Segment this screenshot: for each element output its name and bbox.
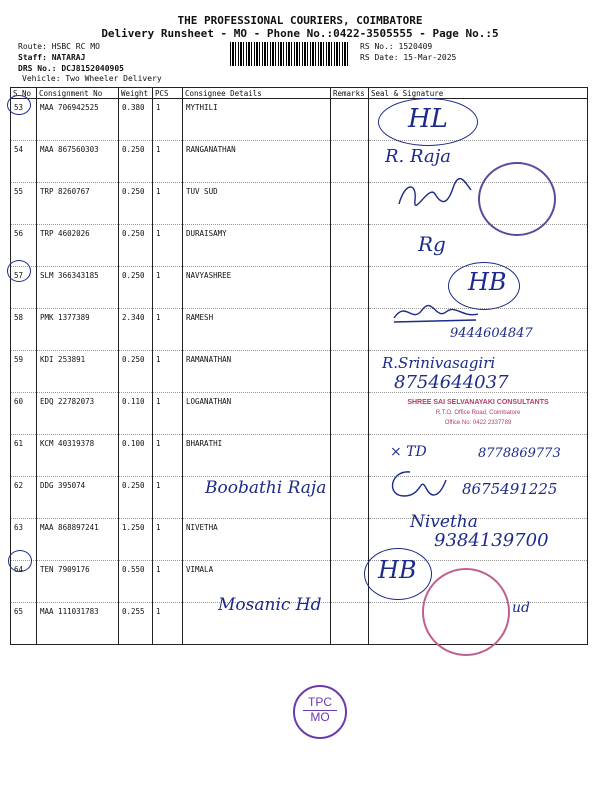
row-consignee: BHARATHI [183, 435, 331, 477]
phone-59: 8754644037 [394, 372, 509, 393]
row-remarks [331, 183, 369, 225]
tpc-stamp [293, 685, 347, 739]
row-sno: 53 [11, 99, 37, 141]
row-sno: 54 [11, 141, 37, 183]
row-remarks [331, 141, 369, 183]
row-consignee: MYTHILI [183, 99, 331, 141]
row-consignment-no: TRP 8260767 [37, 183, 119, 225]
row-pcs: 1 [153, 141, 183, 183]
stamp-line-2: R.T.O. Office Road, Coimbatore [435, 410, 521, 416]
row-weight: 1.250 [119, 519, 153, 561]
row-pcs: 1 [153, 225, 183, 267]
row-remarks [331, 267, 369, 309]
row-remarks [331, 519, 369, 561]
row-remarks [331, 477, 369, 519]
row-consignee: NIVETHA [183, 519, 331, 561]
row-sno: 63 [11, 519, 37, 561]
row-weight: 0.250 [119, 267, 153, 309]
row-weight: 0.255 [119, 603, 153, 645]
row-consignment-no: TEN 7909176 [37, 561, 119, 603]
row-consignment-no: DDG 395074 [37, 477, 119, 519]
row-remarks [331, 309, 369, 351]
signature-hb-64: HB [378, 556, 417, 584]
row-weight: 2.340 [119, 309, 153, 351]
row-consignee: NAVYASHREE [183, 267, 331, 309]
col-sno: S No [11, 88, 37, 99]
row-consignment-no: KCM 40319378 [37, 435, 119, 477]
row-sno: 65 [11, 603, 37, 645]
row-weight: 0.250 [119, 477, 153, 519]
row-consignee: TUV SUD [183, 183, 331, 225]
rs-date: RS Date: 15-Mar-2025 [360, 53, 457, 62]
name-63: Nivetha [410, 512, 478, 532]
runsheet-subtitle: Delivery Runsheet - MO - Phone No.:0422-3505555 - Page No.:5 [101, 27, 499, 40]
row-consignee: DURAISAMY [183, 225, 331, 267]
row-sno: 56 [11, 225, 37, 267]
col-remarks: Remarks [331, 88, 369, 99]
row-remarks [331, 435, 369, 477]
row-weight: 0.250 [119, 183, 153, 225]
row-sno: 62 [11, 477, 37, 519]
row-sno: 61 [11, 435, 37, 477]
consultants-stamp [388, 398, 568, 428]
consignee-62: Boobathi Raja [205, 478, 327, 498]
row-remarks [331, 393, 369, 435]
signature-scribble-62 [380, 466, 450, 502]
pen-circle-57 [7, 260, 31, 282]
row-weight: 0.100 [119, 435, 153, 477]
row-pcs: 1 [153, 519, 183, 561]
route: Route: HSBC RC MO [18, 42, 100, 51]
phone-62: 8675491225 [462, 480, 558, 498]
row-pcs: 1 [153, 183, 183, 225]
row-consignment-no: TRP 4602026 [37, 225, 119, 267]
pen-circle-64 [8, 550, 32, 572]
row-weight: 0.250 [119, 225, 153, 267]
row-signature [369, 225, 588, 267]
row-pcs: 1 [153, 351, 183, 393]
seal-stamp-65 [422, 568, 510, 656]
row-consignment-no: MAA 706942525 [37, 99, 119, 141]
col-weight: Weight [119, 88, 153, 99]
table-row [11, 99, 588, 141]
row-pcs: 1 [153, 309, 183, 351]
col-consignment-no: Consignment No [37, 88, 119, 99]
row-consignee: RAMANATHAN [183, 351, 331, 393]
row-weight: 0.250 [119, 141, 153, 183]
row-sno: 64 [11, 561, 37, 603]
cross-mark-61: × TD [390, 444, 427, 460]
row-remarks [331, 225, 369, 267]
phone-61: 8778869773 [478, 446, 561, 461]
row-consignment-no: PMK 1377389 [37, 309, 119, 351]
row-consignee: RANGANATHAN [183, 141, 331, 183]
row-consignment-no: MAA 111031783 [37, 603, 119, 645]
row-weight: 0.380 [119, 99, 153, 141]
seal-stamp-55 [478, 162, 556, 236]
vehicle: Vehicle: Two Wheeler Delivery [22, 74, 162, 83]
row-consignee: LOGANATHAN [183, 393, 331, 435]
row-sno: 57 [11, 267, 37, 309]
signature-hl: HL [408, 104, 448, 134]
row-consignment-no: KDI 253891 [37, 351, 119, 393]
row-remarks [331, 351, 369, 393]
row-consignment-no: EDQ 22782073 [37, 393, 119, 435]
signature-65: ud [512, 600, 530, 616]
signature-hb-57: HB [468, 268, 507, 296]
name-59: R.Srinivasagiri [382, 354, 496, 372]
tpc-stamp-top: TPC [308, 695, 332, 709]
row-consignee: VIMALA [183, 561, 331, 603]
row-consignment-no: MAA 868897241 [37, 519, 119, 561]
row-remarks [331, 99, 369, 141]
signature-r-raja: R. Raja [385, 146, 452, 167]
row-pcs: 1 [153, 477, 183, 519]
pen-circle-53 [7, 95, 31, 115]
drs-number: DRS No.: DCJ8152040905 [18, 64, 124, 73]
signature-scribble-58 [392, 298, 482, 326]
company-title: THE PROFESSIONAL COURIERS, COIMBATORE [177, 14, 423, 27]
rs-number: RS No.: 1520409 [360, 42, 433, 51]
row-weight: 0.250 [119, 351, 153, 393]
row-sno: 59 [11, 351, 37, 393]
row-weight: 0.550 [119, 561, 153, 603]
consignee-65: Mosanic Hd [218, 595, 322, 615]
row-weight: 0.110 [119, 393, 153, 435]
row-pcs: 1 [153, 393, 183, 435]
row-pcs: 1 [153, 267, 183, 309]
phone-58: 9444604847 [450, 326, 533, 341]
phone-63: 9384139700 [434, 530, 549, 551]
row-pcs: 1 [153, 561, 183, 603]
row-consignee: RAMESH [183, 309, 331, 351]
stamp-line-3: Office No: 0422 2337789 [444, 420, 512, 426]
row-sno: 60 [11, 393, 37, 435]
col-seal-signature: Seal & Signature [369, 88, 588, 99]
tpc-stamp-bottom: MO [310, 710, 330, 724]
row-pcs: 1 [153, 603, 183, 645]
table-header-row [11, 88, 588, 99]
stamp-line-1: SHREE SAI SELVANAYAKI CONSULTANTS [407, 399, 549, 406]
row-pcs: 1 [153, 435, 183, 477]
row-sno: 55 [11, 183, 37, 225]
signature-56: Rg [418, 232, 446, 256]
col-consignee-details: Consignee Details [183, 88, 331, 99]
staff: Staff: NATARAJ [18, 53, 86, 62]
row-pcs: 1 [153, 99, 183, 141]
barcode [230, 42, 348, 66]
row-sno: 58 [11, 309, 37, 351]
signature-scribble-55 [395, 176, 475, 212]
row-consignment-no: MAA 867560303 [37, 141, 119, 183]
row-consignment-no: SLM 366343185 [37, 267, 119, 309]
col-pcs: PCS [153, 88, 183, 99]
